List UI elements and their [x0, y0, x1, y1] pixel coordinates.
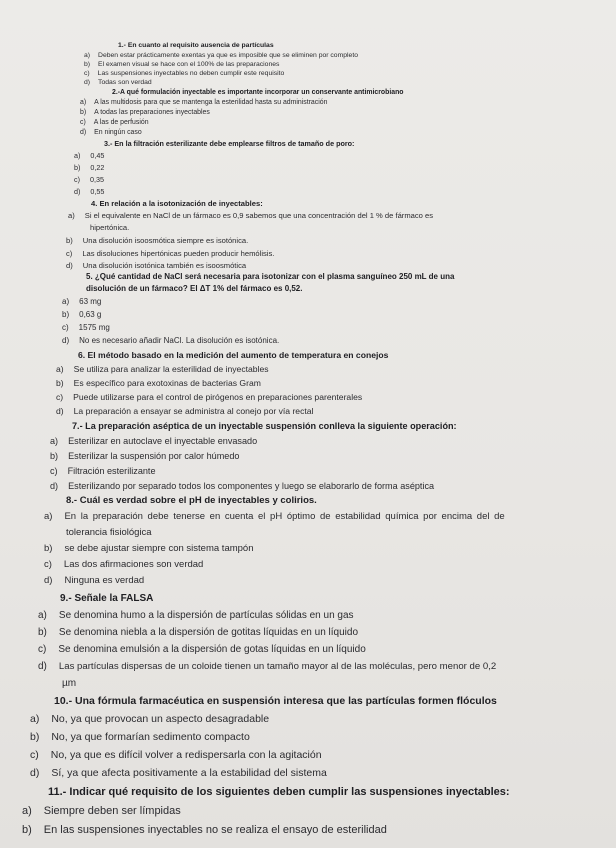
option-letter: a)	[44, 511, 53, 522]
question-7-title: 7.- La preparación aséptica de un inyectable suspensión conlleva la siguiente operación:	[72, 421, 457, 431]
question-6-option-b	[56, 379, 261, 388]
option-text: A todas las preparaciones inyectables	[94, 109, 210, 116]
question-8-option-d	[44, 576, 144, 586]
option-text: Ninguna es verdad	[64, 575, 145, 586]
question-2-option-d	[80, 129, 142, 137]
question-11-option-b	[22, 824, 387, 836]
option-text: El examen visual se hace con el 100% de las preparaciones	[98, 61, 280, 68]
question-11-option-a	[22, 805, 181, 817]
question-1-title: 1.- En cuanto al requisito ausencia de partículas	[118, 42, 274, 49]
option-letter: c)	[80, 119, 86, 126]
option-letter: c)	[50, 466, 58, 476]
option-letter: d)	[50, 481, 59, 491]
question-9-option-c	[38, 644, 366, 655]
option-letter: c)	[84, 70, 90, 77]
option-text: En la preparación debe tenerse en cuenta el pH óptimo de estabilidad química por encima del de	[64, 511, 505, 522]
option-text: Las partículas dispersas de un coloide tienen un tamaño mayor al de las moléculas, pero menor de 0,2	[58, 661, 497, 672]
option-letter: b)	[50, 451, 59, 461]
option-text: 63 mg	[79, 297, 102, 306]
question-2-option-a	[80, 99, 327, 107]
question-7-option-a	[50, 436, 257, 446]
option-text: 0,55	[90, 187, 105, 196]
option-letter: d)	[66, 261, 73, 270]
option-letter: a)	[74, 151, 81, 160]
option-letter: d)	[74, 187, 81, 196]
question-10-title: 10.- Una fórmula farmacéutica en suspensión interesa que las partículas formen flóculos	[54, 695, 497, 707]
question-5-option-a	[62, 298, 101, 307]
option-text: Es específico para exotoxinas de bacterias Gram	[73, 378, 261, 388]
option-letter: c)	[66, 249, 73, 258]
option-text: En ningún caso	[94, 129, 142, 136]
option-letter: d)	[38, 661, 47, 672]
question-2-title: 2.-A qué formulación inyectable es importante incorporar un conservante antimicrobiano	[112, 89, 404, 96]
option-text: Siempre deben ser límpidas	[43, 805, 181, 817]
option-text: En las suspensiones inyectables no se realiza el ensayo de esterilidad	[43, 824, 387, 836]
option-text: Filtración esterilizante	[67, 466, 156, 476]
option-letter: a)	[38, 610, 47, 621]
option-text: Esterilizar en autoclave el inyectable envasado	[68, 436, 258, 446]
question-8-option-a	[44, 512, 505, 522]
question-2-option-b	[80, 109, 210, 117]
option-text: Todas son verdad	[98, 79, 152, 86]
question-5-title-cont: disolución de un fármaco? El ΔT 1% del fármaco es 0,52.	[86, 284, 303, 293]
option-letter: a)	[30, 713, 40, 725]
option-text: Esterilizando por separado todos los componentes y luego se elaborarlo de forma aséptica	[68, 481, 435, 491]
option-text: La preparación a ensayar se administra al conejo por vía rectal	[73, 406, 314, 416]
question-4-option-a-cont: hipertónica.	[90, 223, 130, 232]
option-text: Las dos afirmaciones son verdad	[63, 559, 204, 570]
option-letter: a)	[62, 297, 70, 306]
question-10-option-d	[30, 768, 327, 780]
option-letter: b)	[66, 236, 73, 245]
option-text: Una disolución isoosmótica siempre es isotónica.	[82, 236, 249, 245]
question-1-option-c	[84, 70, 284, 77]
option-letter: d)	[62, 336, 70, 345]
question-10-option-b	[30, 732, 250, 744]
option-text: se debe ajustar siempre con sistema tampón	[64, 543, 254, 554]
question-8-option-c	[44, 560, 203, 570]
option-text: Se utiliza para analizar la esterilidad de inyectables	[73, 364, 269, 374]
option-letter: d)	[84, 79, 91, 86]
option-letter: d)	[44, 575, 53, 586]
question-9-option-d-cont: µm	[62, 678, 77, 689]
option-letter: b)	[56, 378, 64, 388]
option-text: 0,22	[90, 163, 105, 172]
question-5-title: 5. ¿Qué cantidad de NaCl será necesaria para isotonizar con el plasma sanguíneo 250 mL de una	[86, 272, 455, 281]
option-text: No, ya que provocan un aspecto desagradable	[51, 713, 270, 725]
option-text: 0,45	[90, 151, 105, 160]
option-letter: d)	[80, 129, 87, 136]
option-text: 0,63 g	[79, 310, 102, 319]
option-letter: b)	[44, 543, 53, 554]
option-text: Las suspensiones inyectables no deben cumplir este requisito	[97, 70, 285, 77]
question-1-option-d	[84, 79, 152, 86]
question-11-title: 11.- Indicar qué requisito de los siguientes deben cumplir las suspensiones inyectables:	[48, 786, 510, 798]
option-text: No, ya que es difícil volver a redispersarla con la agitación	[50, 749, 322, 761]
question-6-title: 6. El método basado en la medición del aumento de temperatura en conejos	[78, 350, 389, 360]
option-text: No, ya que formarían sedimento compacto	[51, 731, 250, 743]
option-text: A las multidosis para que se mantenga la esterilidad hasta su administración	[94, 99, 328, 106]
option-text: Si el equivalente en NaCl de un fármaco es 0,9 sabemos que una concentración del 1 % de fármaco es	[84, 211, 434, 220]
option-text: Las disoluciones hipertónicas pueden producir hemólisis.	[82, 249, 275, 258]
question-9-option-b	[38, 627, 358, 638]
option-text: Puede utilizarse para el control de pirógenos en preparaciones parenterales	[73, 392, 363, 402]
question-3-option-a	[74, 152, 104, 160]
question-4-option-a	[68, 212, 433, 220]
option-letter: b)	[22, 824, 32, 836]
question-6-option-c	[56, 393, 362, 402]
question-2-option-c	[80, 119, 149, 127]
question-1-option-a	[84, 52, 358, 59]
option-text: 0,35	[90, 175, 104, 184]
option-letter: d)	[56, 406, 64, 416]
option-letter: c)	[74, 175, 80, 184]
option-letter: a)	[22, 805, 32, 817]
question-3-option-c	[74, 176, 104, 184]
question-8-option-a-cont: tolerancia fisiológica	[66, 527, 152, 538]
option-text: Una disolución isotónica también es isoosmótica	[82, 261, 247, 270]
option-letter: a)	[56, 364, 64, 374]
question-7-option-d	[50, 481, 434, 491]
option-letter: a)	[50, 436, 59, 446]
question-3-option-b	[74, 164, 104, 172]
option-letter: c)	[56, 392, 64, 402]
question-1-option-b	[84, 61, 279, 68]
question-5-option-c	[62, 324, 110, 333]
option-letter: a)	[68, 211, 75, 220]
option-letter: b)	[38, 627, 47, 638]
option-text: Se denomina niebla a la dispersión de gotitas líquidas en un líquido	[58, 627, 359, 638]
question-7-option-c	[50, 466, 156, 476]
option-text: Se denomina humo a la dispersión de partículas sólidas en un gas	[58, 610, 354, 621]
option-text: 1575 mg	[78, 323, 110, 332]
question-4-option-c	[66, 250, 274, 258]
option-letter: c)	[30, 749, 39, 761]
option-letter: c)	[38, 644, 47, 655]
question-4-option-b	[66, 237, 248, 245]
option-text: Se denomina emulsión a la dispersión de gotas líquidas en un líquido	[58, 644, 366, 655]
option-text: Sí, ya que afecta positivamente a la estabilidad del sistema	[51, 767, 327, 779]
question-9-option-a	[38, 610, 354, 621]
option-letter: b)	[62, 310, 70, 319]
option-text: No es necesario añadir NaCl. La disolución es isotónica.	[79, 336, 280, 345]
option-letter: b)	[30, 731, 40, 743]
option-text: Esterilizar la suspensión por calor húmedo	[68, 451, 240, 461]
option-text: A las de perfusión	[93, 119, 149, 126]
option-letter: b)	[80, 109, 87, 116]
question-10-option-c	[30, 750, 322, 762]
question-6-option-a	[56, 365, 269, 374]
option-letter: b)	[74, 163, 81, 172]
option-letter: b)	[84, 61, 91, 68]
question-4-title: 4. En relación a la isotonización de inyectables:	[91, 199, 263, 208]
option-letter: c)	[62, 323, 69, 332]
option-text: Deben estar prácticamente exentas ya que es imposible que se eliminen por completo	[98, 52, 358, 59]
question-3-option-d	[74, 188, 104, 196]
question-10-option-a	[30, 714, 269, 726]
option-letter: c)	[44, 559, 52, 570]
question-5-option-d	[62, 337, 279, 346]
question-8-title: 8.- Cuál es verdad sobre el pH de inyectables y colirios.	[66, 495, 317, 506]
question-6-option-d	[56, 407, 313, 416]
question-7-option-b	[50, 451, 239, 461]
option-letter: a)	[84, 52, 91, 59]
question-9-option-d	[38, 661, 496, 673]
question-5-option-b	[62, 311, 101, 320]
option-letter: d)	[30, 767, 40, 779]
question-3-title: 3.- En la filtración esterilizante debe emplearse filtros de tamaño de poro:	[104, 139, 355, 148]
question-9-title: 9.- Señale la FALSA	[60, 593, 154, 604]
option-letter: a)	[80, 99, 87, 106]
question-8-option-b	[44, 544, 254, 554]
question-4-option-d	[66, 262, 246, 270]
